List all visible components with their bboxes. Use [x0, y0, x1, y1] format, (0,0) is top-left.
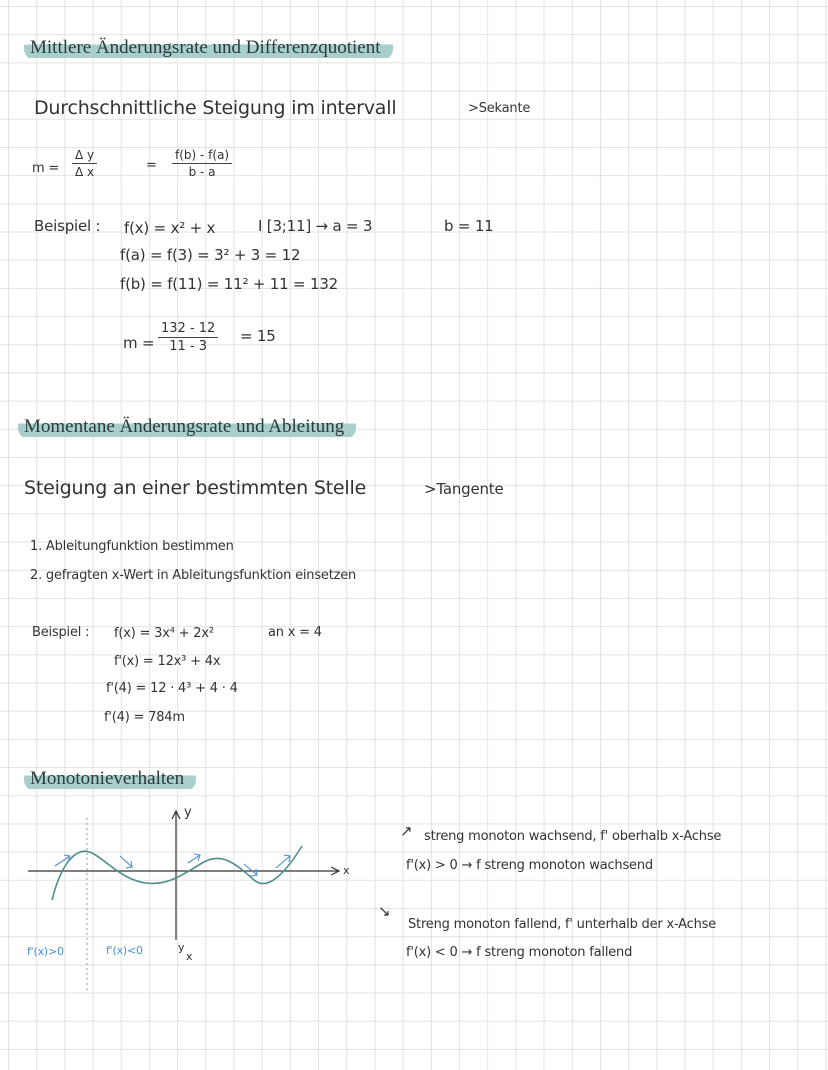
intro-steigung-stelle: Steigung an einer bestimmten Stelle [24, 477, 367, 499]
y-axis-label: y [184, 805, 192, 820]
increasing-line-1: streng monoton wachsend, f' oberhalb x-Achse [424, 829, 722, 844]
step-1: 1. Ableitungfunktion bestimmen [30, 539, 234, 554]
example2-function: f(x) = 3x⁴ + 2x² [114, 626, 214, 641]
example2-derivative: f'(x) = 12x³ + 4x [114, 654, 221, 669]
x-axis-label: x [343, 864, 350, 877]
intro-durchschnittliche-steigung: Durchschnittliche Steigung im intervall [34, 97, 397, 119]
increasing-arrow-icon: ↗ [400, 822, 413, 840]
example2-derivative-at-4: f'(4) = 12 · 4³ + 4 · 4 [106, 681, 238, 696]
fraction-dx: Δ x [75, 165, 95, 179]
section-heading-monotonieverhalten: Monotonieverhalten [24, 767, 196, 791]
example2-at-x: an x = 4 [268, 625, 322, 640]
formula-equals: = [146, 158, 157, 173]
fraction-dy: Δ y [75, 148, 95, 162]
decreasing-arrow-icon: ↘ [378, 902, 391, 920]
small-x-label: x [186, 950, 193, 963]
fraction-dy-dx [72, 148, 97, 179]
example1-function: f(x) = x² + x [124, 219, 216, 237]
fraction-fb-minus-fa: f(b) - f(a) [175, 148, 230, 162]
step-2: 2. gefragten x-Wert in Ableitungsfunktion einsetzen [30, 568, 357, 583]
increasing-arrow-2 [188, 854, 200, 863]
label-derivative-negative: f'(x)<0 [106, 944, 143, 957]
example1-m-result: = 15 [240, 327, 276, 345]
increasing-arrow-1 [55, 855, 70, 866]
intro-note-sekante: >Sekante [468, 101, 531, 116]
increasing-line-2: f'(x) > 0 → f streng monoton wachsend [406, 858, 653, 873]
section-heading-mittlere-aenderungsrate: Mittlere Änderungsrate und Differenzquotient [24, 36, 393, 60]
example1-fa: f(a) = f(3) = 3² + 3 = 12 [120, 246, 301, 264]
example1-m-fraction [158, 321, 218, 354]
monotony-graph [0, 800, 360, 1000]
section-heading-momentane-aenderungsrate: Momentane Änderungsrate und Ableitung [18, 415, 356, 439]
example1-m-denominator: 11 - 3 [169, 339, 208, 354]
fraction-bar [172, 163, 232, 164]
decreasing-arrow-1 [120, 856, 132, 868]
example1-m-label: m = [123, 334, 155, 352]
example1-interval: I [3;11] → a = 3 [258, 217, 373, 235]
decreasing-line-2: f'(x) < 0 → f streng monoton fallend [406, 945, 633, 960]
example1-m-numerator: 132 - 12 [161, 321, 216, 336]
formula-m-label: m = [32, 161, 60, 176]
example2-result: f'(4) = 784m [104, 710, 185, 725]
decreasing-arrow-2 [244, 864, 257, 876]
label-derivative-positive: f'(x)>0 [27, 945, 64, 958]
example1-b-value: b = 11 [444, 217, 494, 235]
decreasing-line-1: Streng monoton fallend, f' unterhalb der x-Achse [408, 917, 717, 932]
intro-note-tangente: >Tangente [424, 480, 504, 498]
example1-fb: f(b) = f(11) = 11² + 11 = 132 [120, 275, 339, 293]
fraction-bar [72, 163, 97, 164]
function-curve [52, 846, 302, 900]
fraction-fb-fa [172, 148, 232, 179]
fraction-b-minus-a: b - a [188, 165, 216, 179]
example1-label: Beispiel : [34, 217, 101, 235]
fraction-bar [158, 337, 218, 338]
small-y-label: y [178, 941, 185, 954]
example2-label: Beispiel : [32, 625, 90, 640]
